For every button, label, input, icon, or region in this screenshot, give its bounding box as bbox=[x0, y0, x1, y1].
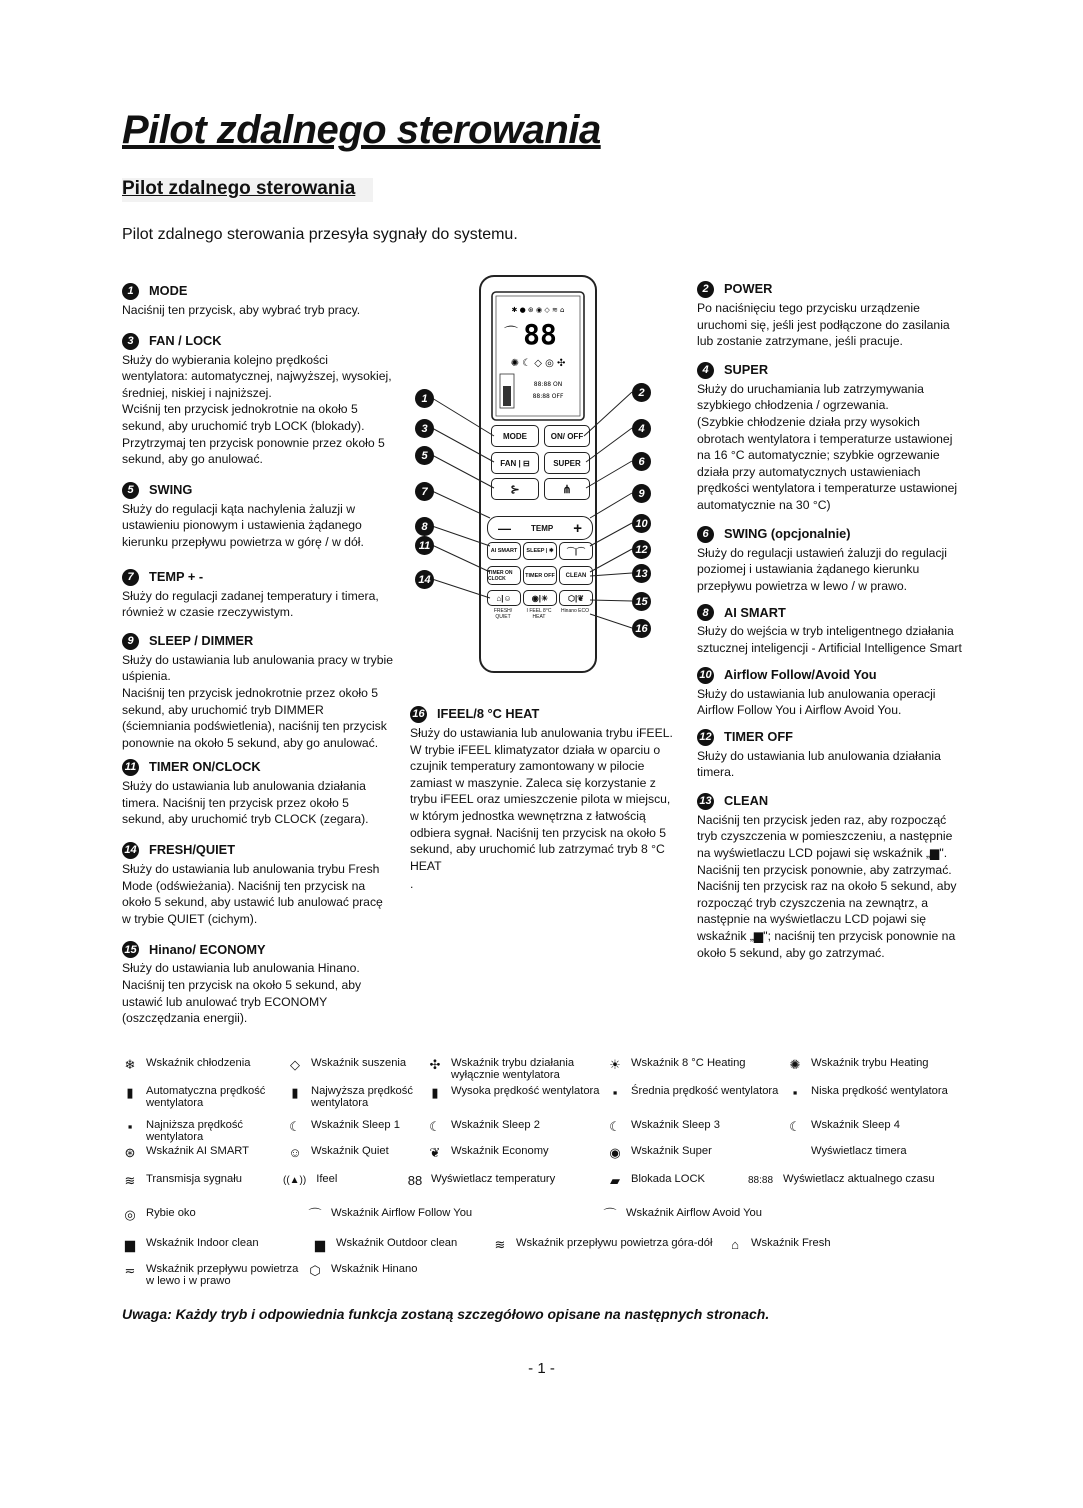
svg-text:88:88 OFF: 88:88 OFF bbox=[532, 393, 564, 400]
hinano-label: Hinano ECO bbox=[560, 608, 590, 614]
item-number: 12 bbox=[697, 729, 714, 746]
item-description: Służy do wejścia w tryb inteligentnego działania sztucznej inteligencji - Artificial Intelligence Smart bbox=[697, 624, 962, 655]
svg-text:✺ ☾ ◇ ◎ ✣: ✺ ☾ ◇ ◎ ✣ bbox=[510, 358, 566, 369]
legend-label: Wskaźnik Sleep 3 bbox=[631, 1119, 720, 1131]
item-description: Służy do ustawiania lub anulowania działania timera. Naciśnij ten przycisk przez około 5 sekund, aby uruchomić tryb CLOCK (zegara). bbox=[122, 779, 369, 827]
legend-label: Wskaźnik Quiet bbox=[311, 1145, 389, 1157]
ai-smart-button[interactable]: AI SMART bbox=[487, 542, 521, 560]
page-number: - 1 - bbox=[528, 1360, 555, 1377]
legend-item bbox=[118, 1146, 276, 1160]
temp-display-icon: 88 bbox=[407, 1173, 423, 1188]
callout-11: 11 bbox=[415, 536, 434, 555]
legend-item bbox=[723, 1238, 891, 1252]
super-icon: ◉ bbox=[609, 1145, 621, 1160]
onoff-button[interactable]: ON/ OFF bbox=[544, 425, 590, 447]
high-speed-icon: ▮ bbox=[431, 1085, 439, 1100]
item-number: 5 bbox=[122, 482, 139, 499]
legend-item bbox=[603, 1086, 781, 1100]
callout-9: 9 bbox=[632, 484, 651, 503]
item-title: TIMER ON/CLOCK bbox=[149, 759, 261, 775]
sleep4-icon: ☾ bbox=[789, 1119, 801, 1134]
cool-icon: ❄ bbox=[124, 1057, 136, 1072]
item-title: SWING (opcjonalnie) bbox=[724, 525, 851, 541]
legend-label: Transmisja sygnału bbox=[146, 1173, 242, 1185]
legend-label: Wskaźnik Fresh bbox=[751, 1237, 831, 1249]
highest-speed-icon: ▮ bbox=[291, 1085, 299, 1100]
avoid-you-icon: ⌒ bbox=[603, 1207, 617, 1222]
outdoor-clean-icon: ▆ bbox=[315, 1237, 325, 1252]
legend-label: Automatyczna prędkość wentylatora bbox=[146, 1085, 266, 1109]
legend-item bbox=[423, 1146, 601, 1160]
page-title: Pilot zdalnego sterowania bbox=[122, 108, 601, 152]
legend-item bbox=[118, 1120, 266, 1143]
item-number: 14 bbox=[122, 842, 139, 859]
legend-item bbox=[423, 1120, 601, 1134]
callout-1: 1 bbox=[415, 389, 434, 408]
item-description: Służy do uruchamiania lub zatrzymywania szybkiego chłodzenia / ogrzewania. (Szybkie chłodzenie działa przy wysokich obrotach wentylatora i temperaturze ustawionej na 16 °C automatycznie; szybkie ogrzewanie działa przy automatycznych ustawieniach prędkości wentylatora i temperaturze ustawionej automatycznie na 30 °C) bbox=[697, 381, 958, 512]
legend-label: Ifeel bbox=[316, 1173, 338, 1185]
ifeel-label: I FEEL 8°C HEAT bbox=[526, 608, 552, 620]
temp-label: TEMP bbox=[531, 523, 554, 533]
legend-item bbox=[423, 1058, 611, 1081]
callout-12: 12 bbox=[632, 540, 651, 559]
quiet-icon: ☺ bbox=[288, 1145, 302, 1160]
legend-item bbox=[283, 1146, 431, 1160]
clock-display-icon: 88:88 bbox=[748, 1175, 774, 1186]
sleep3-icon: ☾ bbox=[609, 1119, 621, 1134]
item-description: Służy do ustawiania lub anulowania operacji Airflow Follow You i Airflow Avoid You. bbox=[697, 686, 936, 718]
legend-item bbox=[783, 1058, 971, 1072]
airflow-follow-icon: ⌒|⌒ bbox=[566, 546, 586, 556]
callout-10: 10 bbox=[632, 514, 651, 533]
legend-label: Wskaźnik Outdoor clean bbox=[336, 1237, 458, 1249]
legend-item bbox=[303, 1208, 591, 1222]
mode-button[interactable]: MODE bbox=[491, 425, 539, 447]
intro-text: Pilot zdalnego sterowania przesyła sygnały do systemu. bbox=[122, 226, 518, 243]
fan-lock-button[interactable]: FAN | ⊟ bbox=[491, 452, 539, 474]
ifeel-icon: ◉|☀ bbox=[531, 593, 549, 603]
item-title: TEMP + - bbox=[149, 568, 204, 584]
updown-swing-icon: ≋ bbox=[494, 1237, 506, 1252]
legend-label: Wyświetlacz aktualnego czasu bbox=[783, 1173, 935, 1185]
item-number: 3 bbox=[122, 333, 139, 350]
legend-item bbox=[283, 1086, 431, 1109]
legend-item bbox=[603, 1120, 781, 1134]
legend-label: Najniższa prędkość wentylatora bbox=[146, 1119, 244, 1143]
fisheye-icon: ◎ bbox=[124, 1207, 136, 1222]
lock-icon: ▰ bbox=[610, 1173, 620, 1188]
timer-off-button[interactable]: TIMER OFF bbox=[523, 566, 557, 585]
item-description: Służy do ustawiania lub anulowania trybu iFEEL. W trybie iFEEL klimatyzator działa w oparciu o czujnik temperatury zamontowany w pilocie zamiast w maszynie. Zaleca się korzystanie z trybu iFEEL oraz umieszczenie pilota w miejscu, w którym jednostka wewnętrzna z łatwością odbiera sygnał. Naciśnij ten przycisk na około 5 sekund, aby uruchomić lub zatrzymać tryb 8 °C HEAT bbox=[410, 726, 673, 873]
legend-label: Wskaźnik Hinano bbox=[331, 1263, 418, 1275]
legend-item bbox=[748, 1174, 943, 1188]
callout-3: 3 bbox=[415, 419, 434, 438]
legend-item bbox=[283, 1120, 431, 1134]
super-button[interactable]: SUPER bbox=[544, 452, 590, 474]
item-description: Po naciśnięciu tego przycisku urządzenie uruchomi się, jeśli jest podłączone do zasilania lub zostanie zatrzymane, jeśli pracuje. bbox=[697, 301, 950, 349]
swing-horizontal-icon: ⋔ bbox=[562, 483, 572, 496]
svg-text:88: 88 bbox=[523, 318, 557, 351]
item-number: 9 bbox=[122, 633, 139, 650]
item-title: FAN / LOCK bbox=[149, 332, 222, 348]
callout-6: 6 bbox=[632, 452, 651, 471]
legend-label: Wyświetlacz temperatury bbox=[431, 1173, 556, 1185]
fresh-icon: ⌂|☺ bbox=[496, 593, 512, 603]
legend-label: Wskaźnik Sleep 2 bbox=[451, 1119, 540, 1131]
hinano-icon: ⬡|❦ bbox=[568, 593, 584, 603]
legend-item bbox=[783, 1120, 961, 1134]
temp-plus-icon[interactable]: + bbox=[573, 519, 582, 537]
legend-label: Średnia prędkość wentylatora bbox=[631, 1085, 779, 1097]
legend-label: Najwyższa prędkość wentylatora bbox=[311, 1085, 413, 1109]
ifeel-icon: ((▲)) bbox=[283, 1175, 307, 1186]
item-number: 16 bbox=[410, 706, 427, 723]
item-title: SWING bbox=[149, 481, 193, 497]
legend-label: Wskaźnik Sleep 4 bbox=[811, 1119, 900, 1131]
item-number: 13 bbox=[697, 793, 714, 810]
medium-speed-icon: ▪ bbox=[612, 1085, 618, 1100]
legend-item bbox=[603, 1146, 781, 1160]
legend-label: Wskaźnik przepływu powietrza góra-dół bbox=[516, 1237, 713, 1249]
legend-item bbox=[118, 1208, 306, 1222]
callout-15: 15 bbox=[632, 592, 651, 611]
item-title: CLEAN bbox=[724, 793, 769, 809]
item-title: TIMER OFF bbox=[724, 728, 793, 744]
ai-smart-icon: ⊛ bbox=[124, 1145, 136, 1160]
heating-icon: ✺ bbox=[789, 1057, 801, 1072]
legend-label: Rybie oko bbox=[146, 1207, 196, 1219]
callout-14: 14 bbox=[415, 570, 434, 589]
legend-item bbox=[603, 1058, 791, 1072]
sleep-button[interactable]: SLEEP | ✱ bbox=[523, 542, 557, 560]
legend-item bbox=[603, 1174, 761, 1188]
legend-label: Wskaźnik chłodzenia bbox=[146, 1057, 251, 1069]
legend-item bbox=[283, 1174, 416, 1188]
legend-label: Wskaźnik Sleep 1 bbox=[311, 1119, 400, 1131]
item-description: Służy do ustawiania lub anulowania Hinano. Naciśnij ten przycisk na około 5 sekund, aby ustawić lub anulować tryb ECONOMY (oszczędzania energii). bbox=[122, 961, 362, 1026]
callout-7: 7 bbox=[415, 482, 434, 501]
low-speed-icon: ▪ bbox=[792, 1085, 798, 1100]
legend-label: Wskaźnik suszenia bbox=[311, 1057, 407, 1069]
legend-label: Wskaźnik Economy bbox=[451, 1145, 549, 1157]
indoor-clean-icon: ▆ bbox=[125, 1237, 135, 1252]
item-title: FRESH/QUIET bbox=[149, 842, 236, 858]
legend-item bbox=[598, 1208, 886, 1222]
legend-label: Wysoka prędkość wentylatora bbox=[451, 1085, 600, 1097]
legend-item bbox=[283, 1058, 431, 1072]
legend-item bbox=[118, 1174, 276, 1188]
legend-label: Wskaźnik Airflow Avoid You bbox=[626, 1207, 762, 1219]
legend-label: Niska prędkość wentylatora bbox=[811, 1085, 948, 1097]
item-title: Airflow Follow/Avoid You bbox=[724, 666, 877, 682]
item-number: 1 bbox=[122, 283, 139, 300]
item-description: Służy do regulacji kąta nachylenia żaluzji w ustawieniu pionowym i ustawienia żądanego kierunku przepływu powietrza w górę / w dół. bbox=[122, 501, 364, 549]
hinano-icon: ⬡ bbox=[309, 1263, 321, 1278]
item-title: POWER bbox=[724, 281, 773, 297]
callout-13: 13 bbox=[632, 564, 651, 583]
follow-you-icon: ⌒ bbox=[308, 1207, 322, 1222]
legend-item bbox=[118, 1264, 306, 1287]
item-number: 8 bbox=[697, 604, 714, 621]
callout-5: 5 bbox=[415, 446, 434, 465]
item-number: 15 bbox=[122, 941, 139, 958]
fresh-quiet-label: FRESH/ QUIET bbox=[493, 608, 513, 620]
item-title: SLEEP / DIMMER bbox=[149, 632, 254, 648]
legend-label: Wskaźnik Airflow Follow You bbox=[331, 1207, 473, 1219]
legend-item bbox=[423, 1086, 611, 1100]
legend-item bbox=[403, 1174, 591, 1188]
lowest-speed-icon: ▪ bbox=[127, 1119, 133, 1134]
legend-item bbox=[308, 1238, 496, 1252]
item-number: 6 bbox=[697, 526, 714, 543]
legend-label: Wskaźnik trybu Heating bbox=[811, 1057, 929, 1069]
leftright-swing-icon: ≂ bbox=[124, 1263, 136, 1278]
item-number: 11 bbox=[122, 759, 139, 776]
callout-2: 2 bbox=[632, 383, 651, 402]
temp-minus-icon[interactable]: — bbox=[498, 520, 511, 536]
legend-label: Wskaźnik trybu działania wyłącznie wentylatora bbox=[451, 1057, 575, 1081]
legend-item bbox=[783, 1086, 961, 1100]
item-description: Służy do ustawiania lub anulowania trybu Fresh Mode (odświeżania). Naciśnij ten przycisk na około 5 sekund, aby ustawić lub anulować pracę w trybie QUIET (cichym). bbox=[122, 862, 383, 926]
callout-4: 4 bbox=[632, 419, 651, 438]
item-description: Służy do ustawiania lub anulowania działania timera. bbox=[697, 748, 941, 780]
legend-label: Wskaźnik 8 °C Heating bbox=[631, 1057, 746, 1069]
item-description: Służy do ustawiania lub anulowania pracy w trybie uśpienia. Naciśnij ten przycisk jednokrotnie przez około 5 sekund, aby uruchomić tryb DIMMER (ściemniania podświetlenia), naciśnij ten przycisk ponownie na około 5 sekund, aby go anulować. bbox=[122, 652, 393, 750]
signal-icon: ≋ bbox=[124, 1173, 136, 1188]
legend-label: Wyświetlacz timera bbox=[811, 1145, 907, 1157]
heat-8c-icon: ☀ bbox=[609, 1057, 621, 1072]
economy-icon: ❦ bbox=[429, 1145, 441, 1160]
item-title: MODE bbox=[149, 283, 188, 299]
legend-item bbox=[303, 1264, 491, 1278]
swing-vertical-icon: ⊱ bbox=[510, 483, 520, 496]
item-description: Służy do wybierania kolejno prędkości wentylatora: automatycznej, najwyższej, wysokiej, średniej, niskiej i najniższej. Wciśnij ten przycisk jednokrotnie na około 5 sekund, aby uruchomić tryb LOCK (blokady). Przytrzymaj ten przycisk ponownie przez około 5 sekund, aby go anulować. bbox=[122, 352, 392, 467]
section-subtitle: Pilot zdalnego sterowania bbox=[122, 178, 373, 202]
sleep1-icon: ☾ bbox=[289, 1119, 301, 1134]
fan-only-icon: ✣ bbox=[429, 1057, 441, 1072]
item-number: 4 bbox=[697, 362, 714, 379]
item-description: Służy do regulacji zadanej temperatury i timera, również w czasie rzeczywistym. bbox=[122, 588, 379, 620]
item-description: Naciśnij ten przycisk, aby wybrać tryb pracy. bbox=[122, 303, 361, 317]
svg-text:⌒: ⌒ bbox=[504, 326, 518, 342]
legend-item bbox=[783, 1146, 961, 1158]
sleep2-icon: ☾ bbox=[429, 1119, 441, 1134]
timer-on-button[interactable]: TIMER ON CLOCK bbox=[487, 566, 521, 585]
legend-item bbox=[118, 1058, 286, 1072]
dry-icon: ◇ bbox=[290, 1057, 300, 1072]
legend-label: Wskaźnik Super bbox=[631, 1145, 712, 1157]
svg-text:88:88 ON: 88:88 ON bbox=[533, 381, 563, 388]
legend-item bbox=[118, 1086, 276, 1109]
trailing-mark: . bbox=[410, 877, 414, 892]
callout-16: 16 bbox=[632, 619, 651, 638]
legend-item bbox=[118, 1238, 306, 1252]
item-number: 2 bbox=[697, 281, 714, 298]
callout-8: 8 bbox=[415, 517, 434, 536]
clean-button[interactable]: CLEAN bbox=[559, 566, 593, 585]
auto-speed-icon: ▮ bbox=[126, 1085, 134, 1100]
legend-label: Wskaźnik Indoor clean bbox=[146, 1237, 259, 1249]
item-number: 7 bbox=[122, 569, 139, 586]
item-title: SUPER bbox=[724, 361, 769, 377]
legend-label: Blokada LOCK bbox=[631, 1173, 706, 1185]
fresh-icon: ⌂ bbox=[731, 1237, 739, 1252]
item-title: Hinano/ ECONOMY bbox=[149, 941, 266, 957]
footer-note: Uwaga: Każdy tryb i odpowiednia funkcja zostaną szczegółowo opisane na następnych stronach. bbox=[122, 1306, 770, 1322]
legend-label: Wskaźnik AI SMART bbox=[146, 1145, 249, 1157]
item-title: IFEEL/8 °C HEAT bbox=[437, 706, 540, 722]
legend-label: Wskaźnik przepływu powietrza w lewo i w prawo bbox=[146, 1263, 299, 1287]
item-description: Naciśnij ten przycisk jeden raz, aby rozpocząć tryb czyszczenia w pomieszczeniu, a następnie na wyświetlaczu LCD pojawi się wskaźnik „▆". Naciśnij ten przycisk ponownie, aby zatrzymać. Naciśnij ten przycisk raz na około 5 sekund, aby rozpocząć tryb czyszczenia na zewnątrz, a następnie na wyświetlaczu LCD pojawi się wskaźnik „▆"; naciśnij ten przycisk ponownie na około 5 sekund, aby go zatrzymać. bbox=[697, 812, 957, 960]
item-title: AI SMART bbox=[724, 604, 786, 620]
svg-text:✱ ● ⊛ ◉ ◇ ≋ ⌂: ✱ ● ⊛ ◉ ◇ ≋ ⌂ bbox=[511, 306, 565, 314]
item-description: Służy do regulacji ustawień żaluzji do regulacji poziomej i ustawiania żądanego kierunku przepływu powietrza w lewo / w prawo. bbox=[697, 545, 947, 593]
legend-item bbox=[488, 1238, 736, 1252]
item-number: 10 bbox=[697, 667, 714, 684]
